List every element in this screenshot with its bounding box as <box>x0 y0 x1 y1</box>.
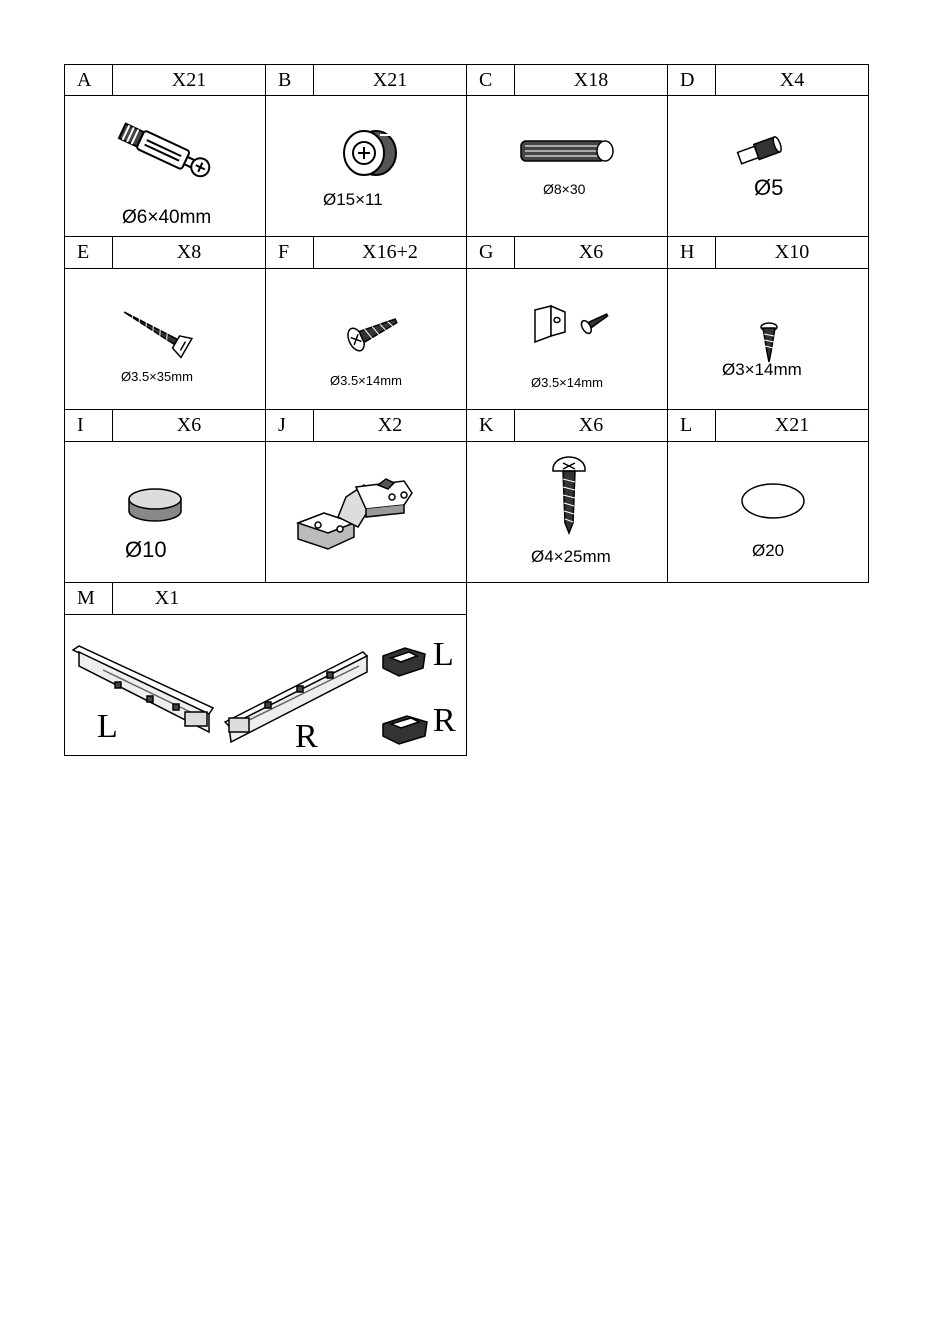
part-quantity: X18 <box>573 69 609 91</box>
part-b-header <box>265 64 467 96</box>
part-dimension: Ø3.5×35mm <box>121 369 193 384</box>
part-quantity: X4 <box>779 69 805 91</box>
part-dimension: Ø4×25mm <box>531 547 611 566</box>
part-letter: D <box>680 69 695 91</box>
part-dimension: Ø10 <box>125 537 167 562</box>
part-quantity: X21 <box>774 414 810 436</box>
part-dimension: Ø15×11 <box>323 190 383 209</box>
part-letter: J <box>278 414 286 436</box>
part-dimension: Ø20 <box>752 541 785 560</box>
part-a-cell <box>64 95 266 237</box>
part-letter: G <box>479 241 494 263</box>
part-letter: L <box>680 414 693 436</box>
shelf-pin-icon <box>734 135 784 165</box>
part-letter: K <box>479 414 494 436</box>
part-e-header <box>64 236 266 269</box>
part-k-header <box>466 409 668 442</box>
part-g-cell <box>466 268 668 410</box>
long-screw-icon <box>117 306 197 356</box>
right-slide-label: R <box>295 718 318 755</box>
part-i-header <box>64 409 266 442</box>
part-quantity: X6 <box>176 414 202 436</box>
part-m-header <box>64 582 467 615</box>
part-k-cell <box>466 441 668 583</box>
right-clip-label: R <box>433 702 456 739</box>
part-letter: F <box>278 241 290 263</box>
part-letter: M <box>77 587 95 609</box>
part-c-cell <box>466 95 668 237</box>
part-quantity: X6 <box>578 414 604 436</box>
part-m-cell <box>64 614 467 756</box>
part-j-header <box>265 409 467 442</box>
part-c-header <box>466 64 668 96</box>
part-d-header <box>667 64 869 96</box>
part-quantity: X21 <box>171 69 207 91</box>
left-clip-label: L <box>433 636 454 673</box>
part-dimension: Ø8×30 <box>543 181 586 197</box>
part-i-cell <box>64 441 266 583</box>
part-dimension: Ø3×14mm <box>722 360 802 379</box>
part-a-header <box>64 64 266 96</box>
part-dimension: Ø3.5×14mm <box>330 373 402 388</box>
part-f-cell <box>265 268 467 410</box>
bumper-pad-icon <box>125 485 185 529</box>
part-dimension: Ø3.5×14mm <box>531 375 603 390</box>
part-l-cell <box>667 441 869 583</box>
part-dimension: Ø6×40mm <box>122 207 212 228</box>
cam-bolt-icon <box>115 123 215 183</box>
part-j-cell <box>265 441 467 583</box>
part-quantity: X21 <box>372 69 408 91</box>
part-quantity: X8 <box>176 241 202 263</box>
part-dimension: Ø5 <box>754 175 784 200</box>
part-g-header <box>466 236 668 269</box>
bracket-and-screw-icon <box>529 302 619 352</box>
part-letter: C <box>479 69 493 91</box>
part-quantity: X1 <box>154 587 180 609</box>
cam-lock-icon <box>334 125 404 185</box>
wooden-dowel-icon <box>519 137 619 167</box>
cover-cap-icon <box>738 479 808 523</box>
part-letter: I <box>77 414 84 436</box>
part-h-header <box>667 236 869 269</box>
left-slide-label: L <box>97 708 118 745</box>
part-l-header <box>667 409 869 442</box>
part-letter: B <box>278 69 292 91</box>
part-quantity: X2 <box>377 414 403 436</box>
part-letter: H <box>680 241 695 263</box>
part-quantity: X10 <box>774 241 810 263</box>
part-h-cell <box>667 268 869 410</box>
part-b-cell <box>265 95 467 237</box>
part-letter: E <box>77 241 90 263</box>
part-quantity: X16+2 <box>362 241 418 263</box>
short-screw-icon <box>342 306 402 356</box>
part-letter: A <box>77 69 92 91</box>
part-f-header <box>265 236 467 269</box>
part-d-cell <box>667 95 869 237</box>
hinge-icon <box>294 477 424 567</box>
pan-head-screw-icon <box>549 455 589 535</box>
drawer-slides-icon <box>65 616 465 746</box>
part-e-cell <box>64 268 266 410</box>
part-quantity: X6 <box>578 241 604 263</box>
